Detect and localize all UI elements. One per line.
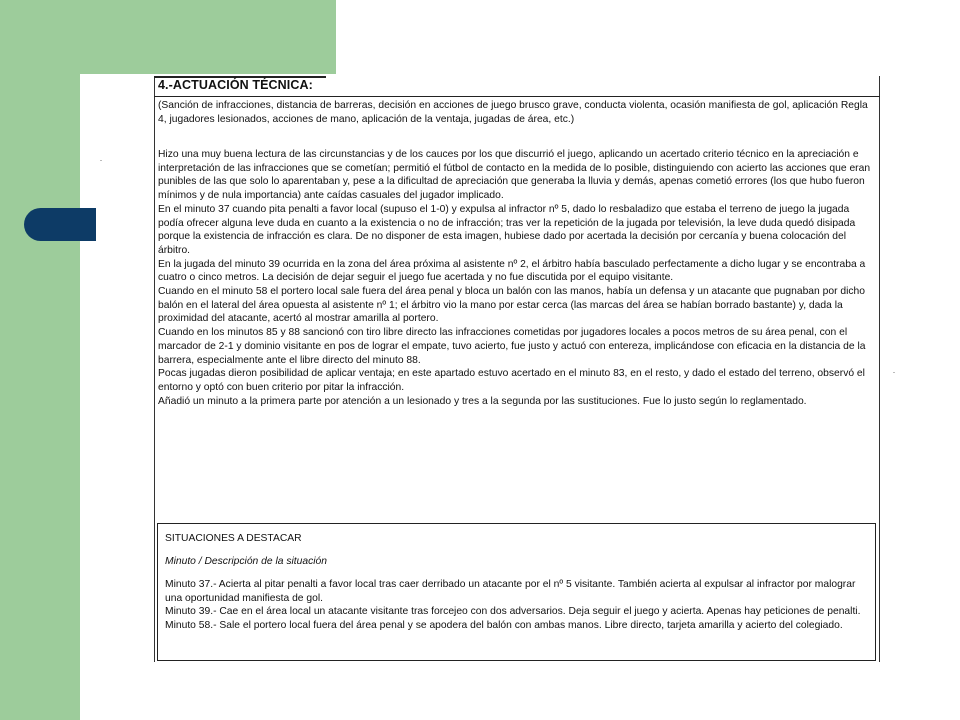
- situations-list: [165, 578, 871, 632]
- scan-speck: [100, 160, 102, 161]
- green-sidebar: [0, 0, 80, 720]
- body-paragraph: Hizo una muy buena lectura de las circunstancias y de los cauces por los que discurrió el juego, aplicando un acertado criterio técnico en la apreciación e interpretación de las infracciones que se cometían; permitió el fútbol de contacto en la medida de lo posible, distinguiendo con acierto las acciones que eran punibles de las que solo lo aparentaban y, pese a la dificultad de apreciación que generaba la lluvia y demás, apenas cometió errores (los que hubo fueron mínimos y de nula importancia) ante caídas casuales del jugador implicado.: [158, 149, 871, 202]
- body-paragraph: Cuando en los minutos 85 y 88 sancionó con tiro libre directo las infracciones cometidas por jugadores locales a pocos metros de su área penal, con el marcador de 2-1 y dominio visitante en pos de lograr el empate, tuvo acierto, fue justo y actuó con entereza, implicándose con eficacia en la distancia de la barrera, especialmente ante el libre directo del minuto 88.: [158, 327, 866, 366]
- title-rule: [154, 96, 880, 97]
- content-curve: [80, 74, 140, 720]
- scan-speck: [893, 372, 895, 373]
- body-paragraph: Cuando en el minuto 58 el portero local sale fuera del área penal y bloca un balón con las manos, había un defensa y un atacante que pugnaban por dicho balón en el lateral del área opuesta al asistente nº 1; el árbitro vio la mano por estar cerca (las marcas del área se habían borrado bastante) y, dada la proximidad del atacante, acertó al mostrar amarilla al portero.: [158, 286, 865, 325]
- blue-accent-tab: [24, 208, 96, 241]
- situations-subtitle: Minuto / Descripción de la situación: [165, 556, 327, 567]
- situations-title: SITUACIONES A DESTACAR: [165, 533, 302, 544]
- body-paragraph: Añadió un minuto a la primera parte por atención a un lesionado y tres a la segunda por las sustituciones. Fue lo justo según lo reglamentado.: [158, 395, 807, 407]
- evaluation-body: [158, 148, 876, 408]
- green-header-band: [0, 0, 336, 74]
- body-paragraph: En la jugada del minuto 39 ocurrida en la zona del área próxima al asistente nº 2, el árbitro había basculado perfectamente a dicho lugar y se encontraba a cuatro o cinco metros. La decisión de dejar seguir el juego fue acertada y no fue discutida por el equipo visitante.: [158, 258, 866, 284]
- section-title: 4.-ACTUACIÓN TÉCNICA:: [158, 78, 313, 92]
- situation-item: Minuto 58.- Sale el portero local fuera del área penal y se apodera del balón con ambas manos. Libre directo, tarjeta amarilla y acierto del colegiado.: [165, 619, 843, 631]
- body-paragraph: Pocas jugadas dieron posibilidad de aplicar ventaja; en este apartado estuvo acertado en el minuto 83, en el resto, y dado el estado del terreno, observó el entorno y optó con buen criterio por pitar la infracción.: [158, 368, 865, 393]
- section-subtitle: (Sanción de infracciones, distancia de barreras, decisión en acciones de juego brusco grave, conducta violenta, ocasión manifiesta de gol, aplicación Regla 4, jugadores lesionados, acciones de mano, aplicación de la ventaja, jugadas de área, etc.): [158, 100, 868, 126]
- situation-item: Minuto 37.- Acierta al pitar penalti a favor local tras caer derribado un atacante por el nº 5 visitante. También acierta al expulsar al infractor por malograr una oportunidad manifiesta de gol.: [165, 579, 856, 604]
- body-paragraph: En el minuto 37 cuando pita penalti a favor local (supuso el 1-0) y expulsa al infractor nº 5, dado lo resbaladizo que estaba el terreno de juego la jugada podía ofrecer alguna leve duda en cuanto a la existencia o no de infracción; tras ver la repetición de la jugada por televisión, la leve duda quedó disipada porque la existencia de infracción es clara. De no disponer de esta imagen, hubiese dado por acertada la decisión por cercanía y buena colocación del árbitro.: [158, 203, 856, 256]
- situation-item: Minuto 39.- Cae en el área local un atacante visitante tras forcejeo con dos adversarios. Deja seguir el juego y acierta. Apenas hay peticiones de penalti.: [165, 606, 861, 617]
